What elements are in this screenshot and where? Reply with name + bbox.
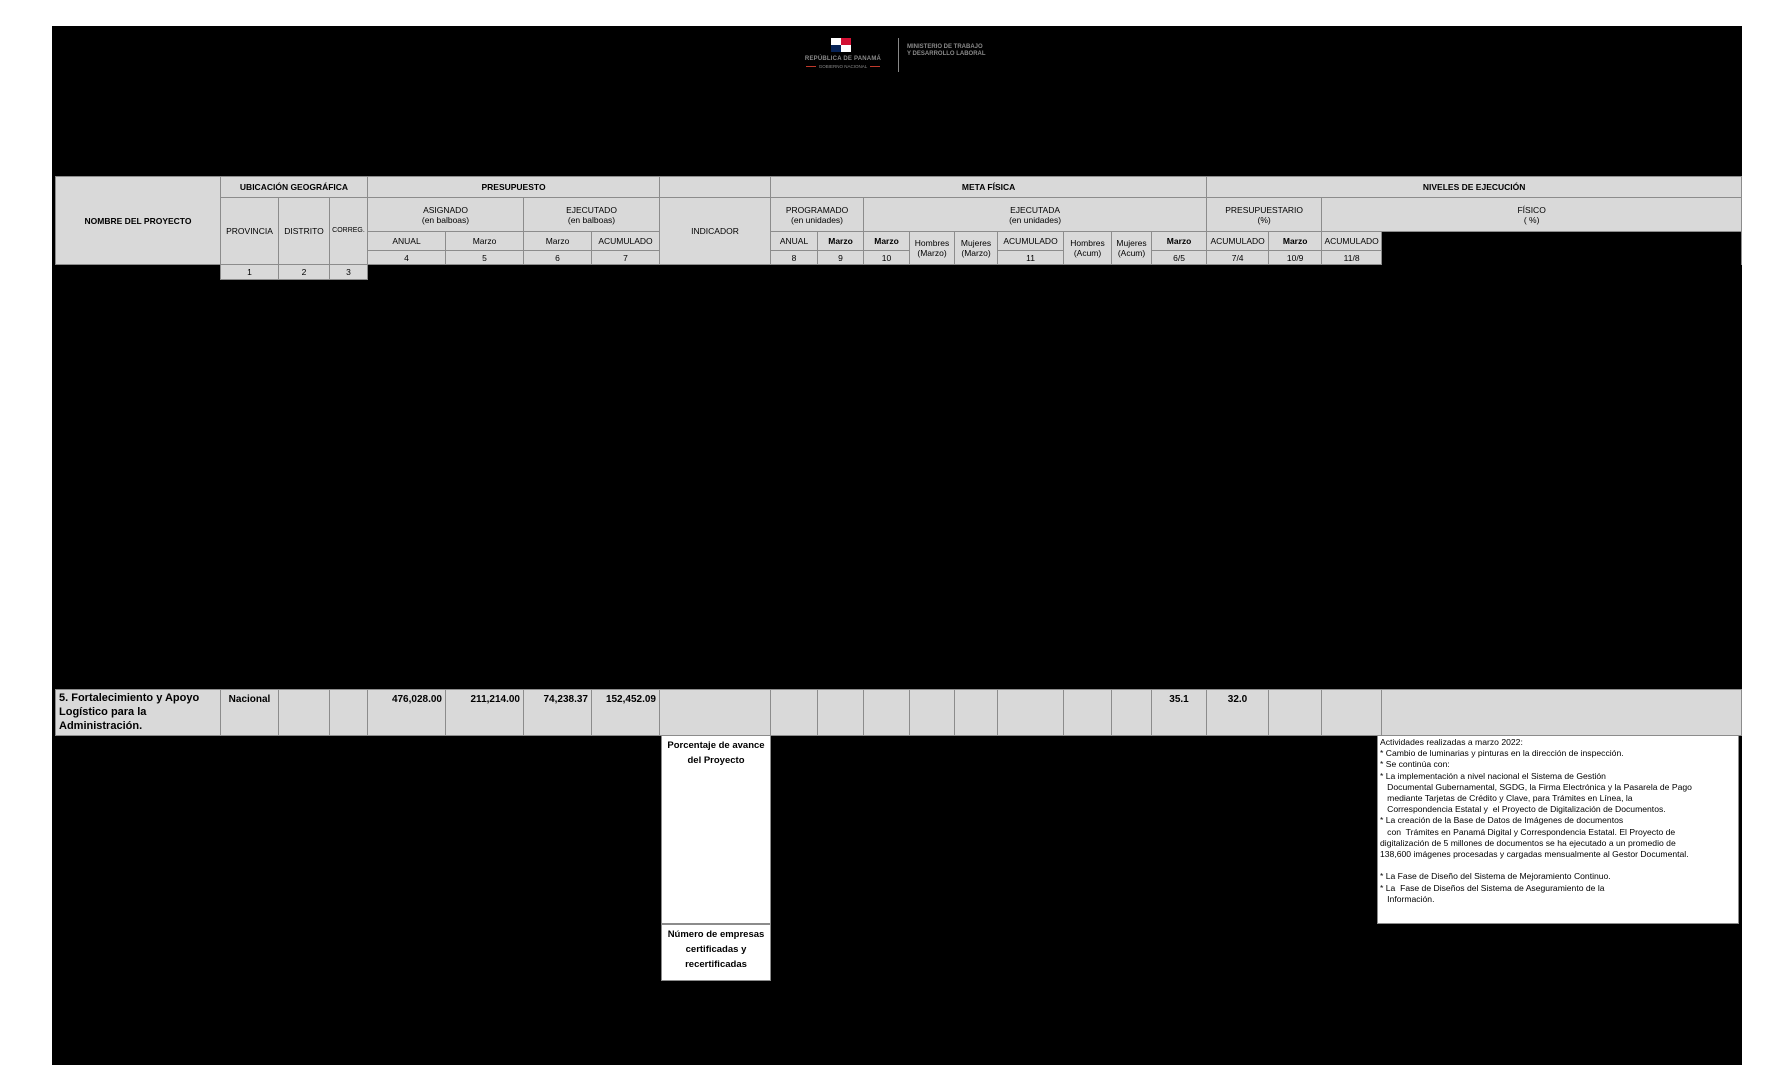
col-women-march: Mujeres (Marzo) [955, 232, 998, 265]
header-project-name: NOMBRE DEL PROYECTO [56, 177, 221, 265]
header-budgetary: PRESUPUESTARIO (%) [1207, 198, 1322, 232]
col-num-10: 10 [864, 251, 910, 265]
indicator-progress: Porcentaje de avance del Proyecto [661, 735, 771, 924]
project-women-march [955, 690, 998, 736]
observations-text: Actividades realizadas a marzo 2022: * Cambio de luminarias y pinturas en la dirección de inspección. * Se continúa con: * La implementación a nivel nacional el Sistema de Gestión Documental Gubernamental, SGDG, la Firma Electrónica y la Pasarela de Pago mediante Tarjetas de Crédito y Clave, para Trámites en Línea, la Correspondencia Estatal y el Proyecto de Digitalización de Documentos. * La creación de la Base de Datos de Imágenes de documentos con Trámites en Panamá Digital y Correspondencia Estatal. El Proyecto de digitalización de 5 millones de documentos se ha ejecutado a un promedio de 138,600 imágenes procesadas y cargadas mensualmente al Gestor Documental. * La Fase de Diseño del Sistema de Mejoramiento Continuo. * La Fase de Diseños del Sistema de Aseguramiento de la Información. [1377, 735, 1739, 924]
indicator-companies: Número de empresas certificadas y recertificadas [661, 924, 771, 981]
project-province: Nacional [221, 690, 279, 736]
col-prog-march: Marzo [818, 232, 864, 251]
project-phys-march [1269, 690, 1322, 736]
col-num-9: 9 [818, 251, 864, 265]
project-budget-accum-pct: 32.0 [1207, 690, 1269, 736]
col-phys-march: Marzo [1269, 232, 1322, 251]
col-num-6: 6 [524, 251, 592, 265]
government-logo [797, 34, 1047, 72]
header-levels: NIVELES DE EJECUCIÓN [1207, 177, 1742, 198]
header-budget: PRESUPUESTO [368, 177, 660, 198]
col-num-geo-2: 2 [279, 265, 330, 280]
header-indicator: INDICADOR [660, 198, 771, 265]
col-num-11: 11 [998, 251, 1064, 265]
col-ratio-2: 7/4 [1207, 251, 1269, 265]
col-assigned-annual: ANUAL [368, 232, 446, 251]
col-assigned-march: Marzo [446, 232, 524, 251]
col-ratio-4: 11/8 [1322, 251, 1382, 265]
project-executed-accum: 152,452.09 [592, 690, 660, 736]
header-meta: META FÍSICA [771, 177, 1207, 198]
project-row-table [55, 689, 1742, 736]
col-prog-annual: ANUAL [771, 232, 818, 251]
col-men-accum: Hombres (Acum) [1064, 232, 1112, 265]
col-phys-accum: ACUMULADO [1322, 232, 1382, 251]
report-page [52, 26, 1742, 1065]
logo-republic-text: REPÚBLICA DE PANAMÁ [804, 56, 882, 62]
col-men-march: Hombres (Marzo) [910, 232, 955, 265]
project-prog-annual [771, 690, 818, 736]
project-indicator [660, 690, 771, 736]
col-num-geo-3: 3 [330, 265, 368, 280]
col-ratio-3: 10/9 [1269, 251, 1322, 265]
logo-government-text: GOBIERNO NACIONAL [797, 64, 889, 69]
project-name: 5. Fortalecimiento y Apoyo Logístico para la Administración. [56, 690, 221, 736]
project-correg [330, 690, 368, 736]
col-exec-accum: ACUMULADO [998, 232, 1064, 251]
header-correg: CORREG. [330, 198, 368, 265]
col-num-1: 4 [368, 251, 446, 265]
project-men-accum [1064, 690, 1112, 736]
header-province: PROVINCIA [221, 198, 279, 265]
logo-ministry-text: MINISTERIO DE TRABAJO Y DESARROLLO LABORAL [907, 44, 986, 57]
project-observations-cell [1382, 690, 1742, 736]
col-num-7: 7 [592, 251, 660, 265]
header-physical: FÍSICO ( %) [1322, 198, 1742, 232]
project-budget-march-pct: 35.1 [1152, 690, 1207, 736]
project-men-march [910, 690, 955, 736]
header-executed-f: EJECUTADA (en unidades) [864, 198, 1207, 232]
header-assigned: ASIGNADO (en balboas) [368, 198, 524, 232]
project-phys-accum [1322, 690, 1382, 736]
col-num-8: 8 [771, 251, 818, 265]
col-executed-march: Marzo [524, 232, 592, 251]
project-exec-accum [998, 690, 1064, 736]
panama-flag-icon [831, 38, 851, 52]
project-exec-march [864, 690, 910, 736]
header-blank [660, 177, 771, 198]
header-geo: UBICACIÓN GEOGRÁFICA [221, 177, 368, 198]
col-budget-accum: ACUMULADO [1207, 232, 1269, 251]
col-ratio-1: 6/5 [1152, 251, 1207, 265]
project-prog-march [818, 690, 864, 736]
project-district [279, 690, 330, 736]
col-executed-accum: ACUMULADO [592, 232, 660, 251]
col-num-5: 5 [446, 251, 524, 265]
col-budget-march: Marzo [1152, 232, 1207, 251]
col-num-geo-1: 1 [221, 265, 279, 280]
project-assigned-march: 211,214.00 [446, 690, 524, 736]
header-table [55, 176, 1742, 265]
project-women-accum [1112, 690, 1152, 736]
header-district: DISTRITO [279, 198, 330, 265]
project-assigned-annual: 476,028.00 [368, 690, 446, 736]
header-executed: EJECUTADO (en balboas) [524, 198, 660, 232]
header-programmed: PROGRAMADO (en unidades) [771, 198, 864, 232]
logo-divider [898, 38, 899, 72]
col-women-accum: Mujeres (Acum) [1112, 232, 1152, 265]
project-executed-march: 74,238.37 [524, 690, 592, 736]
geo-number-row [220, 264, 368, 280]
col-exec-march: Marzo [864, 232, 910, 251]
